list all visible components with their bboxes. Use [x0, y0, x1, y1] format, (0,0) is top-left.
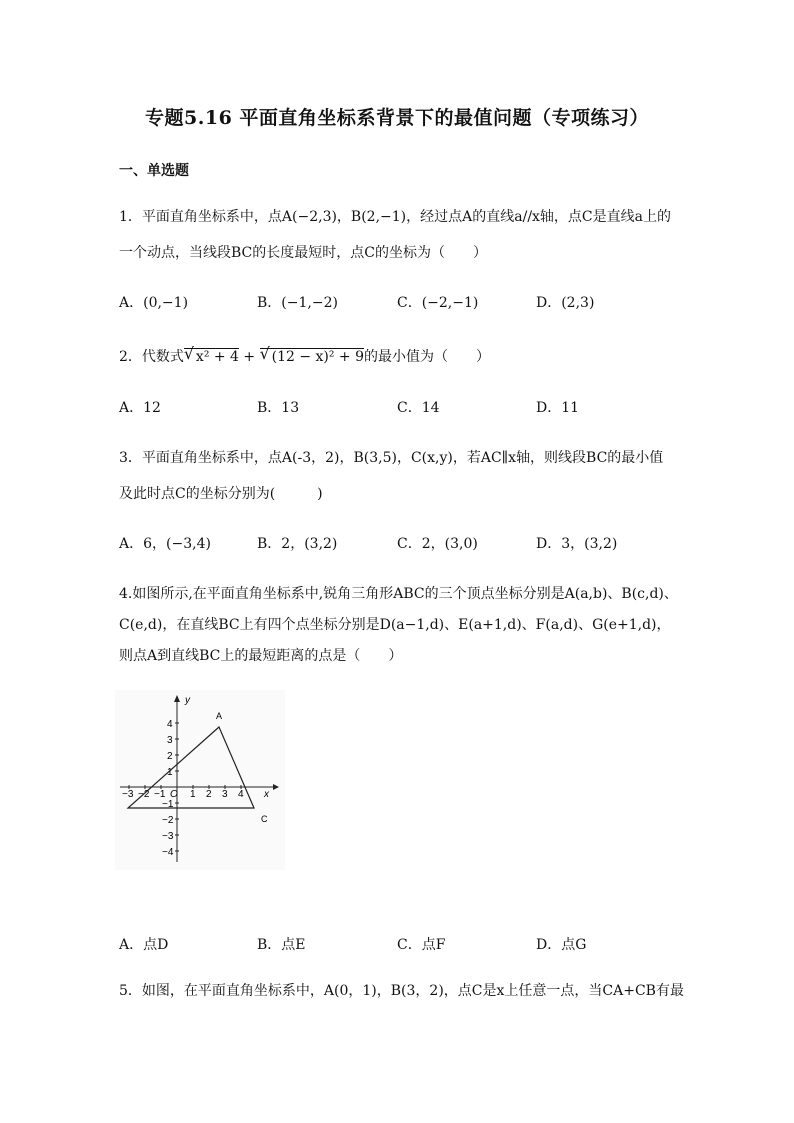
q4-option-a: A．点D	[119, 937, 169, 953]
q2-plus: +	[238, 349, 260, 365]
q4-line1: 4.如图所示,在平面直角坐标系中,锐角三角形ABC的三个顶点坐标分别是A(a,b)、B(c,d)、	[119, 586, 678, 602]
x-tick-label: 3	[222, 789, 228, 800]
q2-option-b: B．13	[257, 400, 300, 416]
q3-line2: 及此时点C的坐标分别为( )	[119, 486, 323, 502]
q1-option-d: D．(2,3)	[536, 295, 595, 311]
x-tick-label: −3	[122, 789, 134, 800]
x-tick-label: 4	[238, 789, 244, 800]
point-a-label: A	[216, 711, 223, 721]
q4-coordinate-figure	[115, 690, 285, 870]
y-tick-label: −4	[162, 847, 174, 858]
q2-option-d: D．11	[536, 400, 580, 416]
y-tick-label: 1	[167, 767, 173, 778]
page-title: 专题5.16 平面直角坐标系背景下的最值问题（专项练习）	[145, 107, 649, 129]
x-tick-label: −2	[138, 789, 150, 800]
q3-option-b: B．2，(3,2)	[257, 536, 338, 552]
y-tick-label: −3	[162, 831, 174, 842]
y-tick-label: −2	[162, 815, 174, 826]
q4-option-b: B．点E	[257, 937, 306, 953]
q1-line2: 一个动点，当线段BC的长度最短时，点C的坐标为（ ）	[119, 245, 487, 261]
origin-label: O	[170, 789, 178, 800]
q2-suffix: 的最小值为（ ）	[364, 349, 491, 365]
q2-prefix: 2．代数式	[119, 349, 184, 365]
y-tick-label: 2	[167, 751, 173, 762]
x-tick-label: 1	[190, 789, 196, 800]
y-tick-label: −1	[162, 799, 174, 810]
q1-option-a: A．(0,−1)	[119, 295, 189, 311]
q4-line2: C(e,d)，在直线BC上有四个点坐标分别是D(a−1,d)、E(a+1,d)、F(a,d)、G(e+1,d)，	[119, 617, 671, 633]
x-tick-label: 2	[206, 789, 212, 800]
y-tick-label: 3	[167, 735, 173, 746]
figure-background	[115, 690, 285, 870]
q4-option-c: C．点F	[397, 937, 446, 953]
q3-line1: 3．平面直角坐标系中，点A(-3，2)，B(3,5)，C(x,y)，若AC∥x轴，则线段BC的最小值	[119, 450, 664, 466]
q2-line	[119, 346, 490, 366]
x-axis-label: x	[264, 789, 269, 800]
x-tick-label: −1	[154, 789, 166, 800]
y-tick-label: 4	[167, 719, 173, 730]
q1-line1: 1．平面直角坐标系中，点A(−2,3)，B(2,−1)，经过点A的直线a//x轴，点C是直线a上的	[119, 209, 671, 225]
q2-option-a: A．12	[119, 400, 161, 416]
q2-sqrt1: √ x² + 4	[184, 348, 239, 365]
section-heading: 一、单选题	[119, 163, 189, 179]
q4-line3: 则点A到直线BC上的最短距离的点是（ ）	[119, 648, 403, 664]
q3-option-a: A．6，(−3,4)	[119, 536, 211, 552]
q1-option-b: B．(−1,−2)	[257, 295, 338, 311]
q5-line1: 5．如图，在平面直角坐标系中，A(0，1)，B(3，2)，点C是x上任意一点，当CA+CB有最	[119, 983, 684, 999]
point-c-label: C	[261, 814, 268, 824]
q1-option-c: C．(−2,−1)	[397, 295, 479, 311]
q2-sqrt2: √ (12 − x)² + 9	[260, 348, 364, 365]
q3-option-c: C．2，(3,0)	[397, 536, 478, 552]
q4-option-d: D．点G	[536, 937, 587, 953]
y-axis-label: y	[185, 695, 190, 706]
q2-option-c: C．14	[397, 400, 440, 416]
q3-option-d: D．3，(3,2)	[536, 536, 618, 552]
